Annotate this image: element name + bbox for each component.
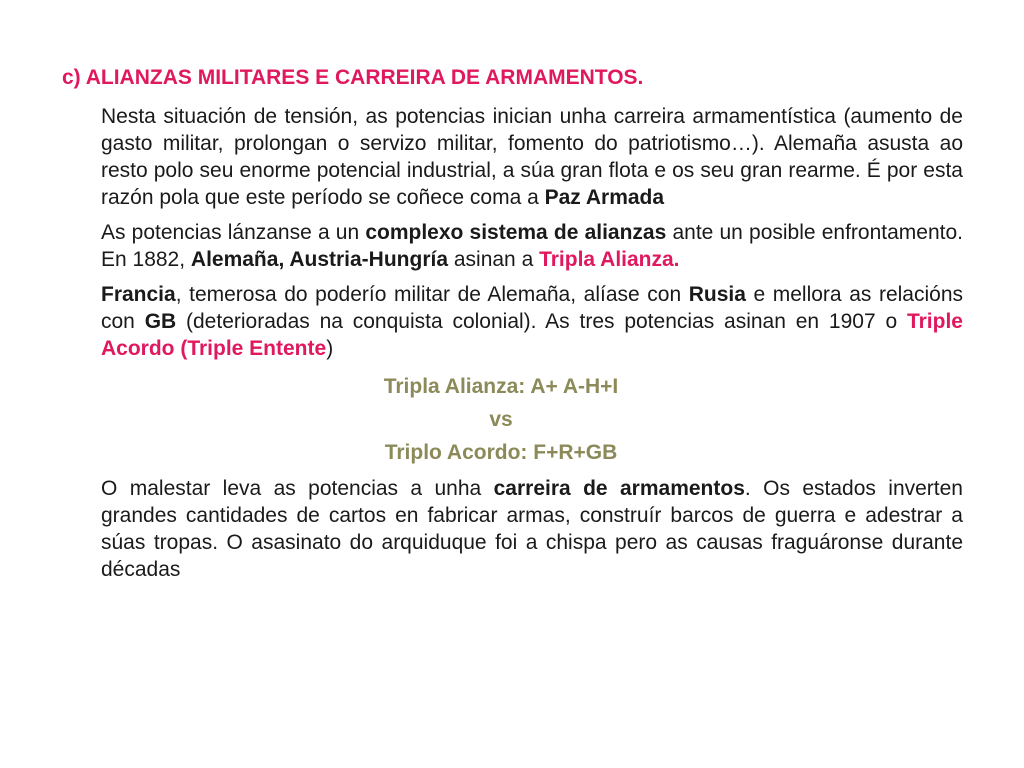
term-tripla-alianza: Tripla Alianza. [539, 248, 680, 271]
paragraph-text: Nesta situación de tensión, as potencias inician unha carreira armamentística (aumento de gasto militar, prolongan o servizo militar, fomento do patriotismo…). Alemaña asusta ao resto polo seu enorme potencial industrial, a súa gran flota e os seu gran rearme. É por esta razón pola que este período se coñece coma a [101, 105, 963, 209]
term-rusia: Rusia [688, 283, 746, 306]
summary-vs: vs [489, 408, 513, 431]
term-gb: GB [144, 310, 177, 333]
term-francia: Francia [101, 283, 176, 306]
term-paz-armada: Paz Armada [544, 186, 665, 209]
section-heading: c) ALIANZAS MILITARES E CARREIRA DE ARMAMENTOS. [62, 66, 644, 89]
paragraph-text: asinan a [448, 248, 540, 271]
summary-tripla-alianza: Tripla Alianza: A+ A-H+I [383, 375, 619, 398]
paragraph-text: ante un posible enfrontamento. En 1882, [101, 221, 963, 271]
paragraph-carreira-armamentos [101, 475, 963, 583]
paragraph-text: ) [326, 337, 334, 360]
term-triple-acordo: Triple Acordo (Triple Entente [101, 310, 963, 360]
paragraph-text: e mellora as relacións con [101, 283, 963, 333]
slide-body [101, 103, 963, 591]
term-carreira-armamentos: carreira de armamentos [493, 477, 745, 500]
term-sistema-alianzas: complexo sistema de alianzas [365, 221, 667, 244]
paragraph-text: , temerosa do poderío militar de Alemaña, alíase con [175, 283, 689, 306]
paragraph-tripla-alianza [101, 219, 963, 273]
paragraph-paz-armada [101, 103, 963, 211]
paragraph-text: (deterioradas na conquista colonial). As tres potencias asinan en 1907 o [176, 310, 907, 333]
alliances-summary [101, 370, 963, 469]
paragraph-text: . Os estados inverten grandes cantidades de cartos en fabricar armas, construír barcos de guerra e adestrar a súas tropas. O asasinato do arquiduque foi a chispa pero as causas fraguáronse durante décadas [101, 477, 963, 581]
paragraph-triple-entente [101, 281, 963, 362]
term-alemana-austria: Alemaña, Austria-Hungría [190, 248, 449, 271]
summary-triplo-acordo: Triplo Acordo: F+R+GB [384, 441, 618, 464]
paragraph-text: As potencias lánzanse a un [101, 221, 366, 244]
paragraph-text: O malestar leva as potencias a unha [101, 477, 494, 500]
